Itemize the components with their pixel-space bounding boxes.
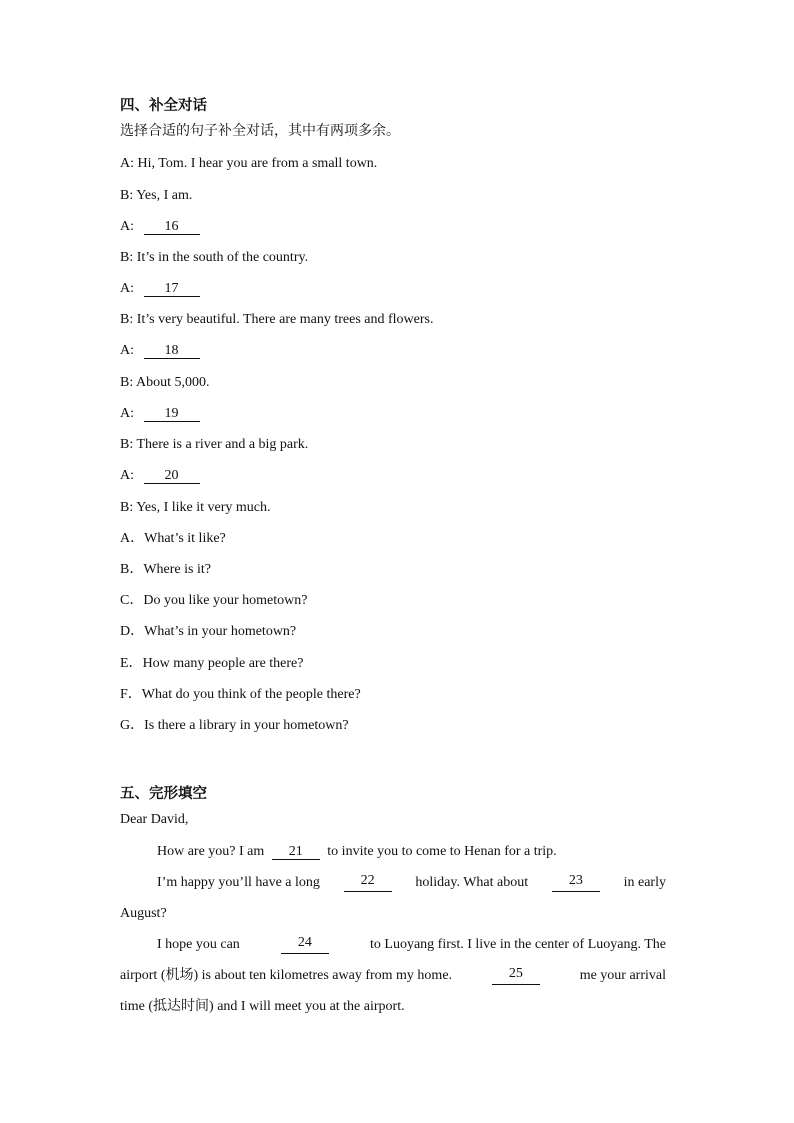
option-letter: D． <box>120 624 145 639</box>
answer-blank-21[interactable]: 21 <box>272 845 320 860</box>
option-letter: F． <box>120 687 142 702</box>
dialogue-text: It’s very beautiful. There are many trees and flowers. <box>136 312 434 327</box>
cloze-line: August? <box>120 906 167 921</box>
option-item <box>120 686 361 704</box>
dialogue-line <box>120 155 377 173</box>
answer-blank-22[interactable]: 22 <box>344 874 392 892</box>
dialogue-line <box>120 249 308 267</box>
cloze-text: to Luoyang first. I live in the center of Luoyang. The <box>370 937 666 952</box>
speaker-label: B: <box>120 437 134 452</box>
option-letter: G． <box>120 718 145 733</box>
cloze-line: time (抵达时间) and I will meet you at the airport. <box>120 999 405 1014</box>
dialogue-line <box>120 436 308 454</box>
dialogue-text: About 5,000. <box>135 375 210 390</box>
answer-blank-23[interactable]: 23 <box>552 874 600 892</box>
speaker-label: B: <box>120 500 134 515</box>
speaker-label: A: <box>120 281 134 296</box>
cloze-text: me your arrival <box>579 968 666 983</box>
dialogue-line <box>120 405 200 423</box>
speaker-label: A: <box>120 468 134 483</box>
dialogue-line <box>120 280 200 298</box>
speaker-label: B: <box>120 312 134 327</box>
cloze-text: How are you? I am <box>157 844 265 859</box>
option-letter: A． <box>120 531 145 546</box>
option-text: How many people are there? <box>142 656 304 671</box>
answer-blank-19[interactable]: 19 <box>144 407 200 422</box>
option-letter: C． <box>120 593 144 608</box>
dialogue-line <box>120 311 433 329</box>
option-item <box>120 561 211 579</box>
dialogue-line <box>120 187 192 205</box>
dialogue-text: Hi, Tom. I hear you are from a small town. <box>137 156 378 171</box>
cloze-line <box>157 874 666 892</box>
section-four-title: 四、补全对话 <box>120 98 207 114</box>
answer-blank-16[interactable]: 16 <box>144 220 200 235</box>
answer-blank-17[interactable]: 17 <box>144 282 200 297</box>
option-letter: E． <box>120 656 143 671</box>
dialogue-text: It’s in the south of the country. <box>136 250 309 265</box>
speaker-label: A: <box>120 406 134 421</box>
dialogue-line <box>120 342 200 360</box>
option-text: Where is it? <box>143 562 211 577</box>
option-text: What’s in your hometown? <box>144 624 297 639</box>
cloze-line <box>157 843 557 861</box>
dialogue-line <box>120 218 200 236</box>
option-text: Do you like your hometown? <box>143 593 308 608</box>
speaker-label: B: <box>120 375 134 390</box>
speaker-label: A: <box>120 343 134 358</box>
dialogue-line <box>120 374 209 392</box>
dialogue-text: Yes, I am. <box>136 188 193 203</box>
answer-blank-20[interactable]: 20 <box>144 469 200 484</box>
speaker-label: B: <box>120 250 134 265</box>
option-item <box>120 530 226 548</box>
cloze-text: holiday. What about <box>415 875 529 890</box>
cloze-text: in early <box>623 875 666 890</box>
cloze-text: I’m happy you’ll have a long <box>157 875 320 890</box>
dialogue-line <box>120 499 271 517</box>
option-item <box>120 623 296 641</box>
letter-salutation: Dear David, <box>120 812 189 827</box>
dialogue-text: Yes, I like it very much. <box>136 500 271 515</box>
option-item <box>120 717 349 735</box>
option-item <box>120 655 304 673</box>
speaker-label: A: <box>120 219 134 234</box>
option-text: What do you think of the people there? <box>141 687 361 702</box>
answer-blank-24[interactable]: 24 <box>281 936 329 954</box>
cloze-text: to invite you to come to Henan for a trip. <box>327 844 557 859</box>
dialogue-line <box>120 467 200 485</box>
answer-blank-25[interactable]: 25 <box>492 967 540 985</box>
cloze-text: I hope you can <box>157 937 240 952</box>
dialogue-text: There is a river and a big park. <box>136 437 309 452</box>
option-text: What’s it like? <box>144 531 226 546</box>
cloze-line <box>157 936 666 954</box>
section-five-title: 五、完形填空 <box>120 786 207 802</box>
cloze-text: airport (机场) is about ten kilometres away from my home. <box>120 968 453 983</box>
answer-blank-18[interactable]: 18 <box>144 344 200 359</box>
option-item <box>120 592 307 610</box>
cloze-line <box>120 967 666 985</box>
option-letter: B． <box>120 562 144 577</box>
option-text: Is there a library in your hometown? <box>144 718 349 733</box>
speaker-label: B: <box>120 188 134 203</box>
speaker-label: A: <box>120 156 134 171</box>
section-four-instruction: 选择合适的句子补全对话，其中有两项多余。 <box>120 123 400 139</box>
